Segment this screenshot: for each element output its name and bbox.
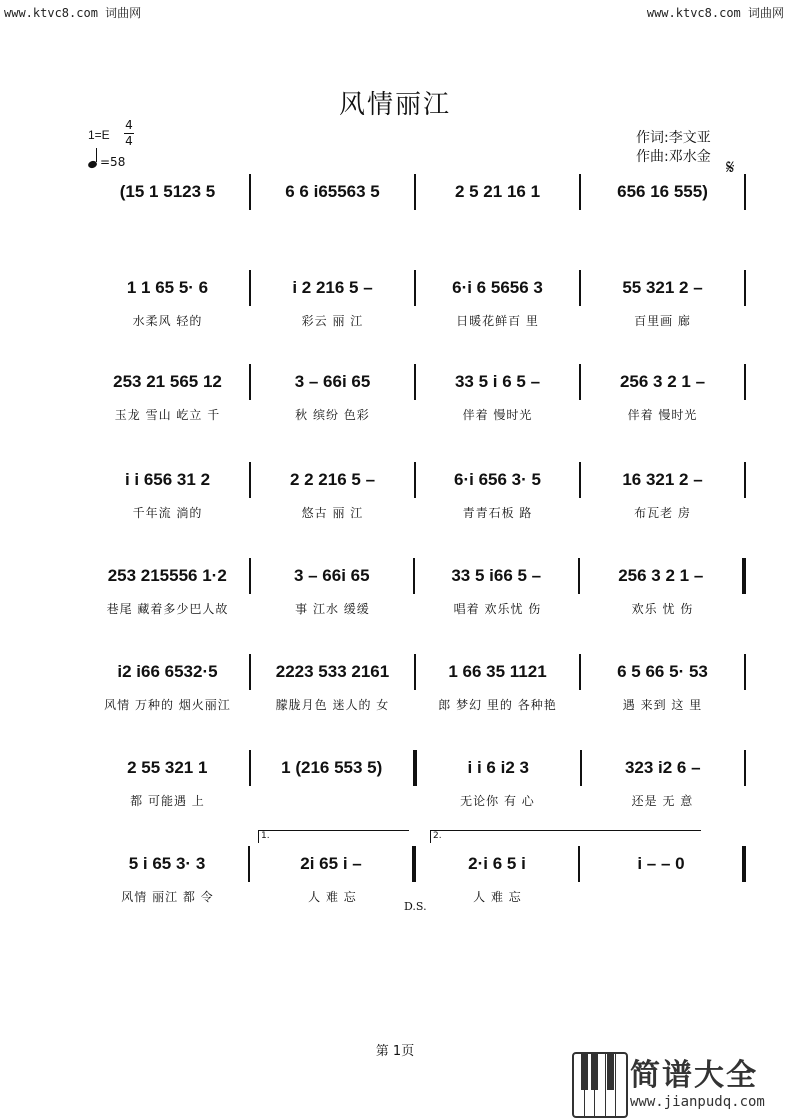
lyrics-line bbox=[86, 312, 746, 332]
barline bbox=[744, 750, 746, 786]
notes-line bbox=[86, 362, 746, 402]
segno-icon: 𝄋 bbox=[726, 155, 735, 179]
measure: 2 55 321 1 bbox=[127, 758, 208, 777]
note-stem bbox=[96, 148, 97, 162]
lyric: 青青石板 路 bbox=[462, 506, 533, 520]
lyric: 伴着 慢时光 bbox=[462, 408, 533, 422]
lyric: 水柔风 轻的 bbox=[132, 314, 203, 328]
lyric: 还是 无 意 bbox=[631, 794, 694, 808]
measure: 2 2 216 5 – bbox=[289, 470, 376, 489]
measure: 16 321 2 – bbox=[622, 470, 703, 489]
lyric bbox=[251, 792, 414, 812]
lyric: 事 江水 缓缓 bbox=[295, 602, 370, 616]
watermark-right: www.ktvc8.com 词曲网 bbox=[646, 6, 784, 20]
song-title: 风情丽江 bbox=[338, 90, 451, 120]
measure: i i 6 i2 3 bbox=[467, 758, 529, 777]
lyric: 都 可能遇 上 bbox=[130, 794, 205, 808]
lyrics-line bbox=[86, 504, 746, 524]
measure: 6 5 66 5· 53 bbox=[617, 662, 708, 681]
measure: 2223 533 2161 bbox=[275, 662, 390, 681]
time-top: 4 bbox=[125, 118, 133, 132]
lyric: 无论你 有 心 bbox=[460, 794, 535, 808]
measure: i i 656 31 2 bbox=[124, 470, 211, 489]
notes-line bbox=[86, 748, 746, 788]
lyric: 千年流 淌的 bbox=[132, 506, 203, 520]
lyric: 遇 来到 这 里 bbox=[622, 698, 703, 712]
notes-line bbox=[86, 556, 746, 596]
lyric bbox=[581, 888, 744, 908]
lyrics-line bbox=[86, 888, 746, 908]
lyric: 人 难 忘 bbox=[308, 890, 357, 904]
watermark-left: www.ktvc8.com 词曲网 bbox=[4, 6, 142, 20]
logo-url: www.jianpudq.com bbox=[630, 1094, 765, 1110]
measure: 2 5 21 16 1 bbox=[454, 182, 541, 201]
composer-credit: 作曲:邓水金 bbox=[636, 149, 711, 165]
barline bbox=[744, 654, 746, 690]
measure: 1 (216 553 5) bbox=[281, 758, 383, 777]
lyric: 秋 缤纷 色彩 bbox=[295, 408, 370, 422]
measure: 253 21 565 12 bbox=[113, 372, 222, 391]
key-signature: 1=E bbox=[88, 128, 110, 142]
lyric: 唱着 欢乐忧 伤 bbox=[453, 602, 542, 616]
lyrics-line bbox=[86, 696, 746, 716]
dal-segno-marking: D.S. bbox=[404, 900, 427, 913]
lyric: 日暖花鲜百 里 bbox=[456, 314, 539, 328]
piano-keys-icon bbox=[572, 1052, 628, 1118]
barline bbox=[744, 364, 746, 400]
measure: 5 i 65 3· 3 bbox=[128, 854, 206, 873]
measure: i 2 216 5 – bbox=[292, 278, 373, 297]
measure: 253 215556 1·2 bbox=[107, 566, 227, 585]
repeat-barline bbox=[742, 558, 746, 594]
measure: 323 i2 6 – bbox=[624, 758, 701, 777]
lyric: 彩云 丽 江 bbox=[301, 314, 364, 328]
time-bottom: 4 bbox=[125, 134, 133, 148]
lyric: 巷尾 藏着多少巴人故 bbox=[106, 602, 229, 616]
measure: (15 1 5123 5 bbox=[119, 182, 216, 201]
measure: 256 3 2 1 – bbox=[619, 372, 706, 391]
measure: 656 16 555) bbox=[617, 182, 708, 201]
barline bbox=[744, 462, 746, 498]
lyric: 百里画 廊 bbox=[634, 314, 691, 328]
lyric: 悠古 丽 江 bbox=[301, 506, 364, 520]
measure: 256 3 2 1 – bbox=[618, 566, 704, 585]
measure: 3 – 66i 65 bbox=[294, 372, 371, 391]
notes-line bbox=[86, 652, 746, 692]
notes-line bbox=[86, 460, 746, 500]
measure: 55 321 2 – bbox=[622, 278, 703, 297]
logo-name: 简谱大全 bbox=[630, 1058, 758, 1093]
notes-line bbox=[86, 268, 746, 308]
lyrics-line bbox=[86, 792, 746, 812]
lyric: 伴着 慢时光 bbox=[627, 408, 698, 422]
lyric: 人 难 忘 bbox=[473, 890, 522, 904]
volta-2: 2. bbox=[430, 830, 701, 843]
measure: i2 i66 6532·5 bbox=[117, 662, 218, 681]
measure: 1 66 35 1121 bbox=[448, 662, 547, 681]
notes-line bbox=[86, 172, 746, 212]
notes-line bbox=[86, 844, 746, 884]
lyrics-line bbox=[86, 406, 746, 426]
measure: 33 5 i 6 5 – bbox=[454, 372, 541, 391]
measure: i – – 0 bbox=[637, 854, 685, 873]
measure: 33 5 i66 5 – bbox=[451, 566, 542, 585]
barline bbox=[744, 270, 746, 306]
measure: 2i 65 i – bbox=[300, 854, 362, 873]
lyricist-credit: 作词:李文亚 bbox=[636, 130, 711, 146]
site-logo bbox=[572, 1050, 786, 1116]
page-number: 第 1页 bbox=[375, 1044, 415, 1059]
lyric: 布瓦老 房 bbox=[634, 506, 691, 520]
lyric: 欢乐 忧 伤 bbox=[631, 602, 694, 616]
volta-1: 1. bbox=[258, 830, 409, 843]
time-signature bbox=[124, 118, 134, 149]
lyric: 风情 丽江 都 令 bbox=[121, 890, 214, 904]
measure: 6·i 6 5656 3 bbox=[452, 278, 543, 297]
lyric: 郎 梦幻 里的 各种艳 bbox=[438, 698, 557, 712]
final-barline bbox=[742, 846, 746, 882]
measure: 6 6 i65563 5 bbox=[285, 182, 380, 201]
tempo-marking bbox=[88, 152, 125, 169]
lyrics-line bbox=[86, 600, 746, 620]
measure: 1 1 65 5· 6 bbox=[126, 278, 209, 297]
lyric: 玉龙 雪山 屹立 千 bbox=[114, 408, 221, 422]
measure: 6·i 656 3· 5 bbox=[454, 470, 541, 489]
barline bbox=[744, 174, 746, 210]
measure: 2·i 6 5 i bbox=[468, 854, 526, 873]
measure: 3 – 66i 65 bbox=[293, 566, 370, 585]
lyric: 风情 万种的 烟火丽江 bbox=[104, 698, 231, 712]
lyric: 朦胧月色 迷人的 女 bbox=[275, 698, 390, 712]
tempo-value: =58 bbox=[100, 155, 126, 169]
